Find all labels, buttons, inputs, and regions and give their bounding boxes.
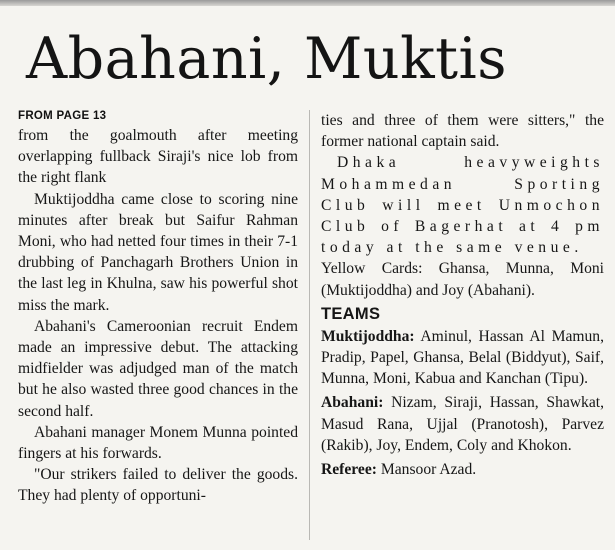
paragraph: Abahani's Cameroonian recruit Endem made an impressive debut. The attacking midfielder was adjudged man of the match but he also wasted three good chances in the second half. bbox=[18, 317, 298, 420]
team-lineup bbox=[321, 326, 604, 390]
team-players: Nizam, Siraji, Hassan, Shawkat, Masud Rana, Ujjal (Pranotosh), Parvez (Rakib), Joy, Endem, Coly and Khokon. bbox=[321, 394, 604, 454]
paragraph: Muktijoddha came close to scoring nine minutes after break but Saifur Rahman Moni, who had netted four times in their 7-1 drubbing of Panchagarh Brothers Union in the last leg in Khulna, saw his powerful shot miss the mark. bbox=[18, 190, 298, 314]
team-players: Aminul, Hassan Al Mamun, Pradip, Papel, Ghansa, Belal (Biddyut), Saif, Munna, Moni, Kabua and Kanchan (Tipu). bbox=[321, 327, 604, 388]
yellow-cards: Yellow Cards: Ghansa, Munna, Moni (Muktijoddha) and Joy (Abahani). bbox=[321, 260, 604, 299]
right-column bbox=[321, 110, 604, 480]
referee-name: Mansoor Azad. bbox=[380, 461, 477, 479]
left-column bbox=[18, 108, 298, 507]
team-label: Abahani: bbox=[321, 394, 384, 412]
jump-label: FROM PAGE 13 bbox=[18, 110, 107, 122]
paragraph: ties and three of them were sitters," the former national captain said. bbox=[321, 112, 604, 151]
column-divider bbox=[309, 110, 310, 540]
top-rule bbox=[0, 0, 615, 6]
team-lineup bbox=[321, 392, 604, 456]
headline: Abahani, Muktis bbox=[26, 26, 508, 92]
paragraph: from the goalmouth after meeting overlapping fullback Siraji's nice lob from the right flank bbox=[18, 127, 298, 187]
paragraph: Abahani manager Monem Munna pointed fingers at his forwards. bbox=[18, 423, 298, 463]
teams-heading: TEAMS bbox=[321, 304, 381, 323]
referee-label: Referee: bbox=[321, 461, 377, 479]
paragraph: "Our strikers failed to deliver the goods. They had plenty of opportuni- bbox=[18, 466, 298, 505]
team-label: Muktijoddha: bbox=[321, 327, 415, 345]
paragraph: Dhaka heavyweights Mohammedan Sporting Club will meet Unmochon Club of Bagerhat at 4 pm today at the same venue. bbox=[321, 154, 604, 257]
referee-line bbox=[321, 459, 604, 480]
